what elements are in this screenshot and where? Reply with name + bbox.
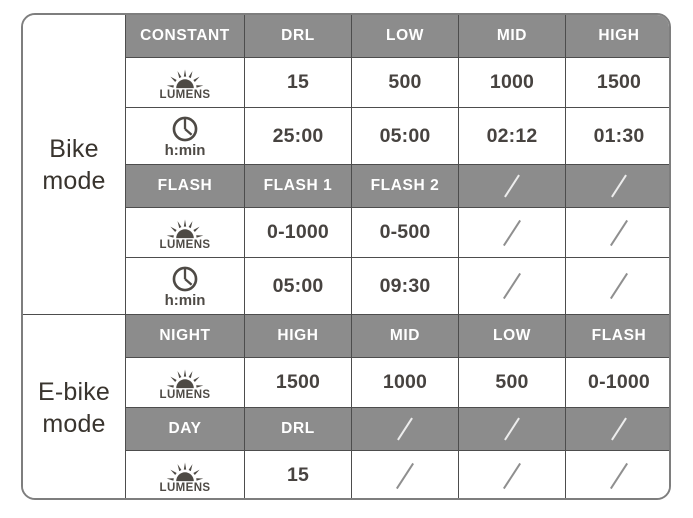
clock-icon bbox=[170, 114, 200, 144]
runtime-row-label-cell bbox=[126, 108, 245, 165]
value-cell: 1000 bbox=[352, 358, 459, 408]
header-cell-empty bbox=[566, 408, 672, 451]
header-cell-empty bbox=[352, 408, 459, 451]
table-row bbox=[23, 15, 672, 58]
col-header-low: LOW bbox=[459, 315, 566, 358]
value-cell: 0-1000 bbox=[566, 358, 672, 408]
value-cell: 1500 bbox=[566, 58, 672, 108]
value-cell: 05:00 bbox=[245, 258, 352, 315]
sun-lumens-icon bbox=[164, 214, 206, 239]
value-cell-empty bbox=[566, 208, 672, 258]
value-cell: 25:00 bbox=[245, 108, 352, 165]
slash-mark bbox=[611, 175, 627, 198]
col-header-flash2: FLASH 2 bbox=[352, 165, 459, 208]
col-header-night: NIGHT bbox=[126, 315, 245, 358]
lumens-row-label-cell bbox=[126, 208, 245, 258]
col-header-flash1: FLASH 1 bbox=[245, 165, 352, 208]
col-header-mid: MID bbox=[352, 315, 459, 358]
value-cell: 01:30 bbox=[566, 108, 672, 165]
lumens-caption: LUMENS bbox=[159, 388, 211, 401]
value-cell: 500 bbox=[352, 58, 459, 108]
value-cell-empty bbox=[352, 451, 459, 501]
clock-icon bbox=[170, 264, 200, 294]
col-header-mid: MID bbox=[459, 15, 566, 58]
lumens-caption: LUMENS bbox=[159, 238, 211, 251]
lumens-row-label-cell bbox=[126, 358, 245, 408]
light-modes-table-frame bbox=[21, 13, 671, 500]
lumens-row-label-cell bbox=[126, 451, 245, 501]
header-cell-empty bbox=[459, 408, 566, 451]
slash-mark bbox=[611, 418, 627, 441]
col-header-high: HIGH bbox=[245, 315, 352, 358]
slash-mark bbox=[503, 219, 521, 245]
header-cell-empty bbox=[566, 165, 672, 208]
slash-mark bbox=[504, 175, 520, 198]
slash-mark bbox=[610, 273, 628, 299]
value-cell: 1500 bbox=[245, 358, 352, 408]
lumens-caption: LUMENS bbox=[159, 88, 211, 101]
col-header-day: DAY bbox=[126, 408, 245, 451]
col-header-flash: FLASH bbox=[566, 315, 672, 358]
hmin-caption: h:min bbox=[164, 142, 206, 159]
bike-mode-label: Bike mode bbox=[23, 15, 126, 315]
col-header-low: LOW bbox=[352, 15, 459, 58]
ebike-mode-label: E-bike mode bbox=[23, 315, 126, 501]
sun-lumens-icon bbox=[164, 457, 206, 482]
slash-mark bbox=[610, 462, 628, 488]
col-header-flash: FLASH bbox=[126, 165, 245, 208]
col-header-drl: DRL bbox=[245, 408, 352, 451]
sun-lumens-icon bbox=[164, 64, 206, 89]
lumens-row-label-cell bbox=[126, 58, 245, 108]
slash-mark bbox=[503, 462, 521, 488]
value-cell: 15 bbox=[245, 58, 352, 108]
lumens-caption: LUMENS bbox=[159, 481, 211, 494]
slash-mark bbox=[503, 273, 521, 299]
col-header-constant: CONSTANT bbox=[126, 15, 245, 58]
value-cell-empty bbox=[566, 451, 672, 501]
slash-mark bbox=[610, 219, 628, 245]
slash-mark bbox=[396, 462, 414, 488]
value-cell: 09:30 bbox=[352, 258, 459, 315]
value-cell: 0-1000 bbox=[245, 208, 352, 258]
value-cell: 500 bbox=[459, 358, 566, 408]
sun-lumens-icon bbox=[164, 364, 206, 389]
value-cell: 0-500 bbox=[352, 208, 459, 258]
slash-mark bbox=[397, 418, 413, 441]
table-row bbox=[23, 315, 672, 358]
runtime-row-label-cell bbox=[126, 258, 245, 315]
value-cell-empty bbox=[459, 258, 566, 315]
slash-mark bbox=[504, 418, 520, 441]
value-cell: 15 bbox=[245, 451, 352, 501]
value-cell-empty bbox=[459, 208, 566, 258]
value-cell-empty bbox=[566, 258, 672, 315]
hmin-caption: h:min bbox=[164, 292, 206, 309]
value-cell-empty bbox=[459, 451, 566, 501]
light-modes-table bbox=[22, 14, 671, 500]
header-cell-empty bbox=[459, 165, 566, 208]
col-header-high: HIGH bbox=[566, 15, 672, 58]
value-cell: 02:12 bbox=[459, 108, 566, 165]
col-header-drl: DRL bbox=[245, 15, 352, 58]
value-cell: 05:00 bbox=[352, 108, 459, 165]
value-cell: 1000 bbox=[459, 58, 566, 108]
